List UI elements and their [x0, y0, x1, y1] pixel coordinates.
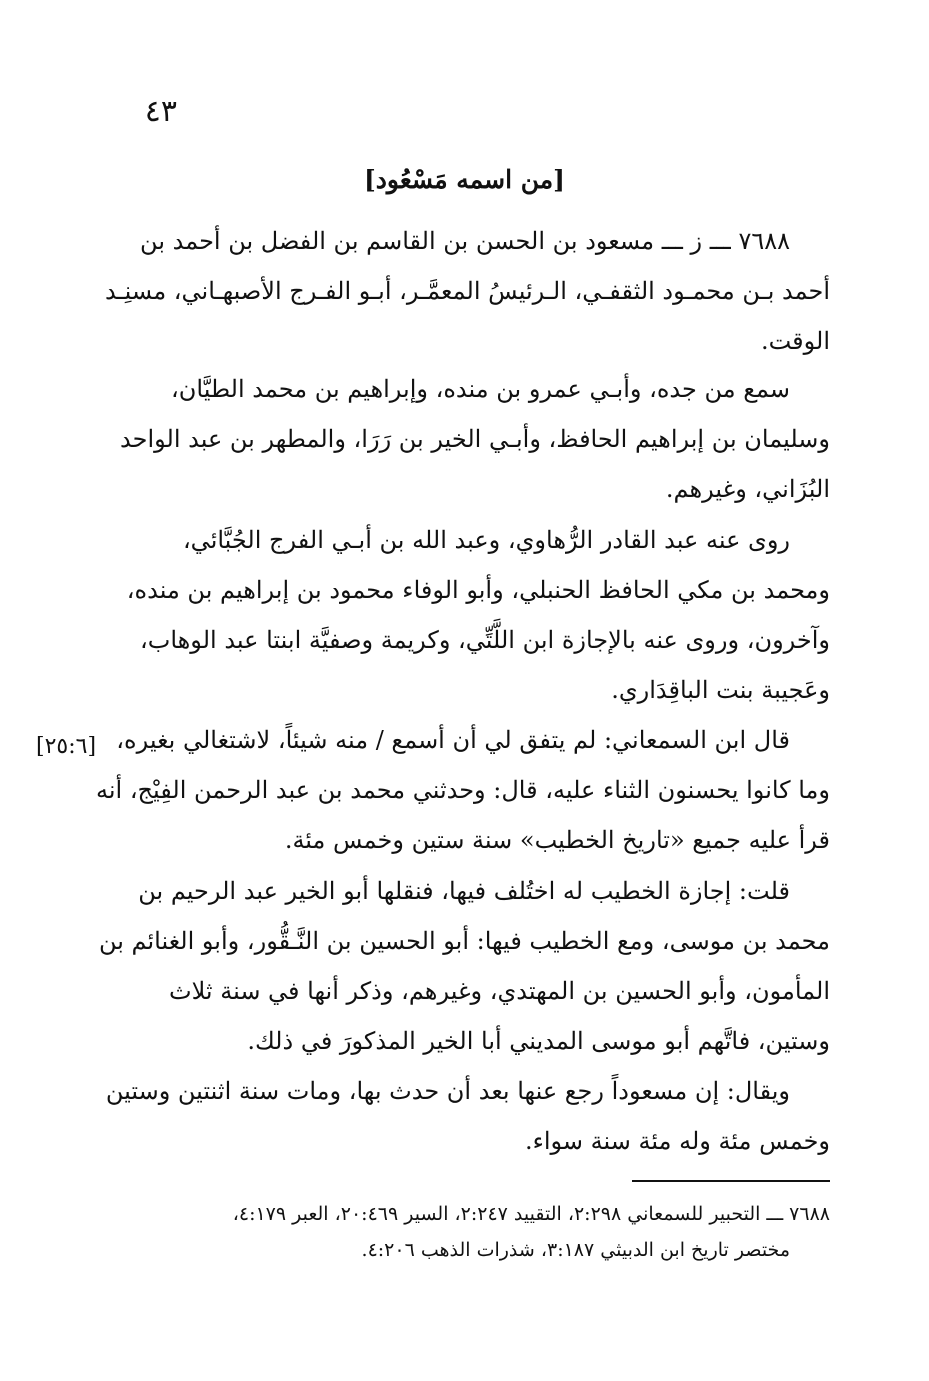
section-heading: [من اسمه مَسْعُود] [363, 165, 566, 194]
page-number: ٤٣ [144, 94, 177, 129]
text-line: وعَجيبة بنت الباقِدَاري. [611, 676, 830, 704]
text-line: البُزَاني، وغيرهم. [665, 475, 830, 503]
text-line: قرأ عليه جميع «تاريخ الخطيب» سنة ستين وخمس مئة. [284, 826, 830, 854]
text-line: ٧٦٨٨ ـــ ز ـــ مسعود بن الحسن بن القاسم بن الفضل بن أحمد بن [140, 227, 790, 255]
text-line: سمع من جده، وأبـي عمرو بن منده، وإبراهيم بن محمد الطيَّان، [171, 375, 790, 403]
text-line: أحمد بـن محمـود الثقفـي، الـرئيسُ المعمَّـر، أبـو الفـرج الأصبهـاني، مسنِـد [105, 277, 830, 305]
samani-paragraph [95, 715, 830, 865]
narrators-paragraph [126, 515, 830, 715]
text-line: ومحمد بن مكي الحافظ الحنبلي، وأبو الوفاء محمود بن إبراهيم بن منده، [126, 576, 830, 604]
footnote-divider [632, 1180, 830, 1182]
volume-page-reference: [٢٥:٦] [36, 734, 97, 759]
text-line: الوقت. [760, 327, 830, 355]
heard-from-paragraph [120, 364, 830, 514]
footnote-line: مختصر تاريخ ابن الدبيثي ٣:١٨٧، شذرات الذهب ٤:٢٠٦. [361, 1239, 790, 1261]
closing-paragraph [105, 1066, 830, 1166]
text-line: وخمس مئة وله مئة سنة سواء. [524, 1127, 830, 1155]
text-line: وستين، فاتَّهم أبو موسى المديني أبا الخير المذكورَ في ذلك. [247, 1027, 830, 1055]
text-line: وما كانوا يحسنون الثناء عليه، قال: وحدثني محمد بن عبد الرحمن الفِيْج، أنه [95, 776, 830, 804]
text-line: روى عنه عبد القادر الرُّهاوي، وعبد الله بن أبـي الفرج الجُبَّائي، [182, 526, 790, 554]
footnote-line: ٧٦٨٨ ـــ التحبير للسمعاني ٢:٢٩٨، التقييد ٢:٢٤٧، السير ٢٠:٤٦٩، العبر ٤:١٧٩، [232, 1203, 830, 1225]
text-line: وآخرون، وروى عنه بالإجازة ابن اللَّتِّي، وكريمة وصفيَّة ابنتا عبد الوهاب، [140, 626, 830, 654]
comment-paragraph [98, 866, 830, 1066]
text-line: محمد بن موسى، ومع الخطيب فيها: أبو الحسين بن النَّـقُّور، وأبو الغنائم بن [98, 927, 830, 955]
text-line: ويقال: إن مسعوداً رجع عنها بعد أن حدث بها، ومات سنة اثنتين وستين [105, 1077, 790, 1105]
footnote [132, 1196, 830, 1268]
text-line: المأمون، وأبو الحسين بن المهتدي، وغيرهم، وذكر أنها في سنة ثلاث [168, 977, 830, 1005]
text-line: قال ابن السمعاني: لم يتفق لي أن أسمع / منه شيئاً، لاشتغالي بغيره، [116, 726, 790, 754]
text-line: وسليمان بن إبراهيم الحافظ، وأبـي الخير بن رَرَا، والمطهر بن عبد الواحد [120, 425, 830, 453]
text-line: قلت: إجازة الخطيب له اختُلف فيها، فنقلها أبو الخير عبد الرحيم بن [138, 877, 790, 905]
entry-paragraph [105, 216, 830, 366]
